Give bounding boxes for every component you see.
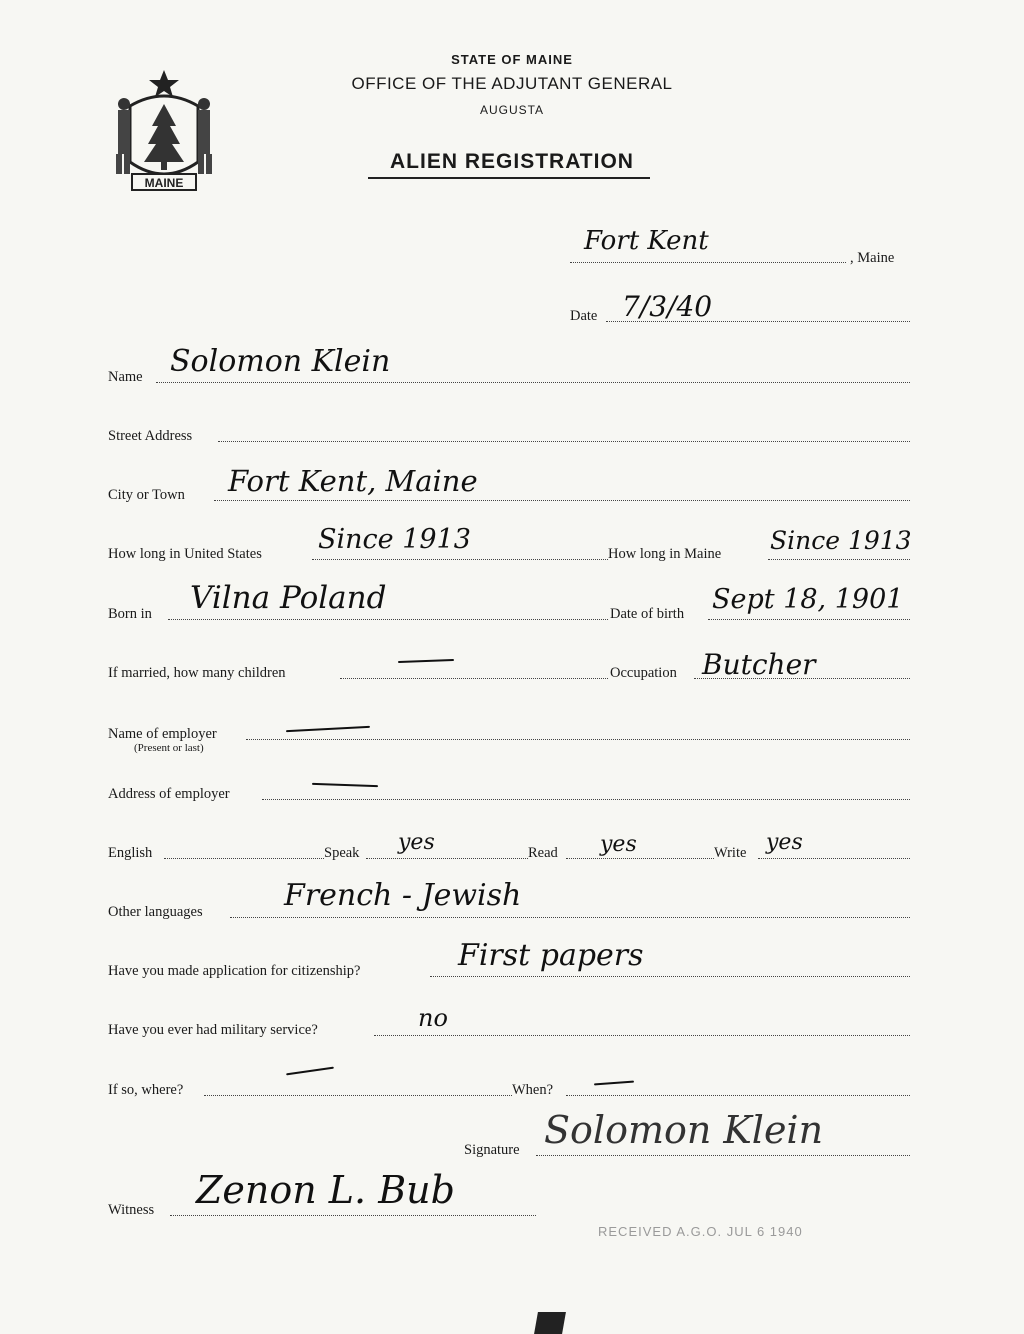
when-dash-mark <box>594 1081 634 1086</box>
children-dash-mark <box>398 659 454 663</box>
how-long-maine-field-line <box>768 559 910 560</box>
occupation-value[interactable]: Butcher <box>702 648 816 681</box>
english-label: English <box>108 845 153 861</box>
write-value[interactable]: yes <box>766 830 803 855</box>
employer-address-label: Address of employer <box>108 786 230 802</box>
read-label: Read <box>528 845 558 861</box>
street-address-label: Street Address <box>108 428 193 444</box>
speak-label: Speak <box>324 845 360 861</box>
town-field-line <box>570 262 846 263</box>
city-or-town-field-line <box>214 500 910 501</box>
speak-field-line <box>366 858 528 859</box>
employer-note-label: (Present or last) <box>134 742 204 754</box>
how-long-maine-value[interactable]: Since 1913 <box>770 526 912 555</box>
city-heading: AUGUSTA <box>479 103 545 117</box>
name-value[interactable]: Solomon Klein <box>170 344 391 379</box>
if-so-where-field-line <box>204 1095 512 1096</box>
how-long-maine-label: How long in Maine <box>608 546 722 562</box>
form-title: ALIEN REGISTRATION <box>390 150 634 173</box>
signature-label: Signature <box>464 1142 520 1158</box>
citizenship-field-line <box>430 976 910 977</box>
if-so-where-label: If so, where? <box>108 1082 184 1098</box>
received-stamp: RECEIVED A.G.O. JUL 6 1940 <box>598 1224 803 1239</box>
read-field-line <box>566 858 714 859</box>
speak-value[interactable]: yes <box>398 830 435 855</box>
when-field-line <box>566 1095 910 1096</box>
witness-label: Witness <box>108 1202 155 1218</box>
employer-name-dash-mark <box>286 726 370 732</box>
scan-edge-mark <box>534 1312 566 1334</box>
born-in-value[interactable]: Vilna Poland <box>190 580 387 616</box>
date-label: Date <box>570 308 598 324</box>
other-languages-value[interactable]: French - Jewish <box>284 878 522 913</box>
office-heading: OFFICE OF THE ADJUTANT GENERAL <box>351 74 673 93</box>
born-in-field-line <box>168 619 608 620</box>
city-or-town-label: City or Town <box>108 487 185 503</box>
title-underline <box>368 177 650 179</box>
maine-suffix-label: , Maine <box>850 250 895 266</box>
date-of-birth-value[interactable]: Sept 18, 1901 <box>712 584 904 615</box>
military-value[interactable]: no <box>418 1004 448 1032</box>
town-value[interactable]: Fort Kent <box>584 226 709 256</box>
employer-name-field-line <box>246 739 910 740</box>
where-dash-mark <box>286 1067 334 1076</box>
seal-label: MAINE <box>144 176 184 190</box>
read-value[interactable]: yes <box>600 832 637 857</box>
when-label: When? <box>512 1082 554 1098</box>
how-long-us-value[interactable]: Since 1913 <box>318 524 471 555</box>
military-field-line <box>374 1035 910 1036</box>
write-label: Write <box>714 845 747 861</box>
witness-value[interactable]: Zenon L. Bub <box>196 1168 455 1212</box>
signature-field-line <box>536 1155 910 1156</box>
date-value[interactable]: 7/3/40 <box>622 290 713 323</box>
city-or-town-value[interactable]: Fort Kent, Maine <box>228 464 478 498</box>
other-languages-label: Other languages <box>108 904 203 920</box>
signature-value[interactable]: Solomon Klein <box>544 1108 824 1152</box>
employer-name-label: Name of employer <box>108 726 217 742</box>
how-long-us-label: How long in United States <box>108 546 262 562</box>
write-field-line <box>758 858 910 859</box>
employer-address-dash-mark <box>312 783 378 787</box>
street-address-field-line <box>218 441 910 442</box>
children-label: If married, how many children <box>108 665 286 681</box>
employer-address-field-line <box>262 799 910 800</box>
date-of-birth-label: Date of birth <box>610 606 685 622</box>
name-field-line <box>156 382 910 383</box>
state-heading: STATE OF MAINE <box>451 52 573 67</box>
children-field-line <box>340 678 608 679</box>
date-of-birth-field-line <box>708 619 910 620</box>
english-field-line <box>164 858 324 859</box>
name-label: Name <box>108 369 143 385</box>
other-languages-field-line <box>230 917 910 918</box>
military-label: Have you ever had military service? <box>108 1022 318 1038</box>
born-in-label: Born in <box>108 606 152 622</box>
citizenship-value[interactable]: First papers <box>458 938 644 973</box>
occupation-label: Occupation <box>610 665 677 681</box>
citizenship-label: Have you made application for citizenship? <box>108 963 361 979</box>
witness-field-line <box>170 1215 536 1216</box>
how-long-us-field-line <box>312 559 608 560</box>
